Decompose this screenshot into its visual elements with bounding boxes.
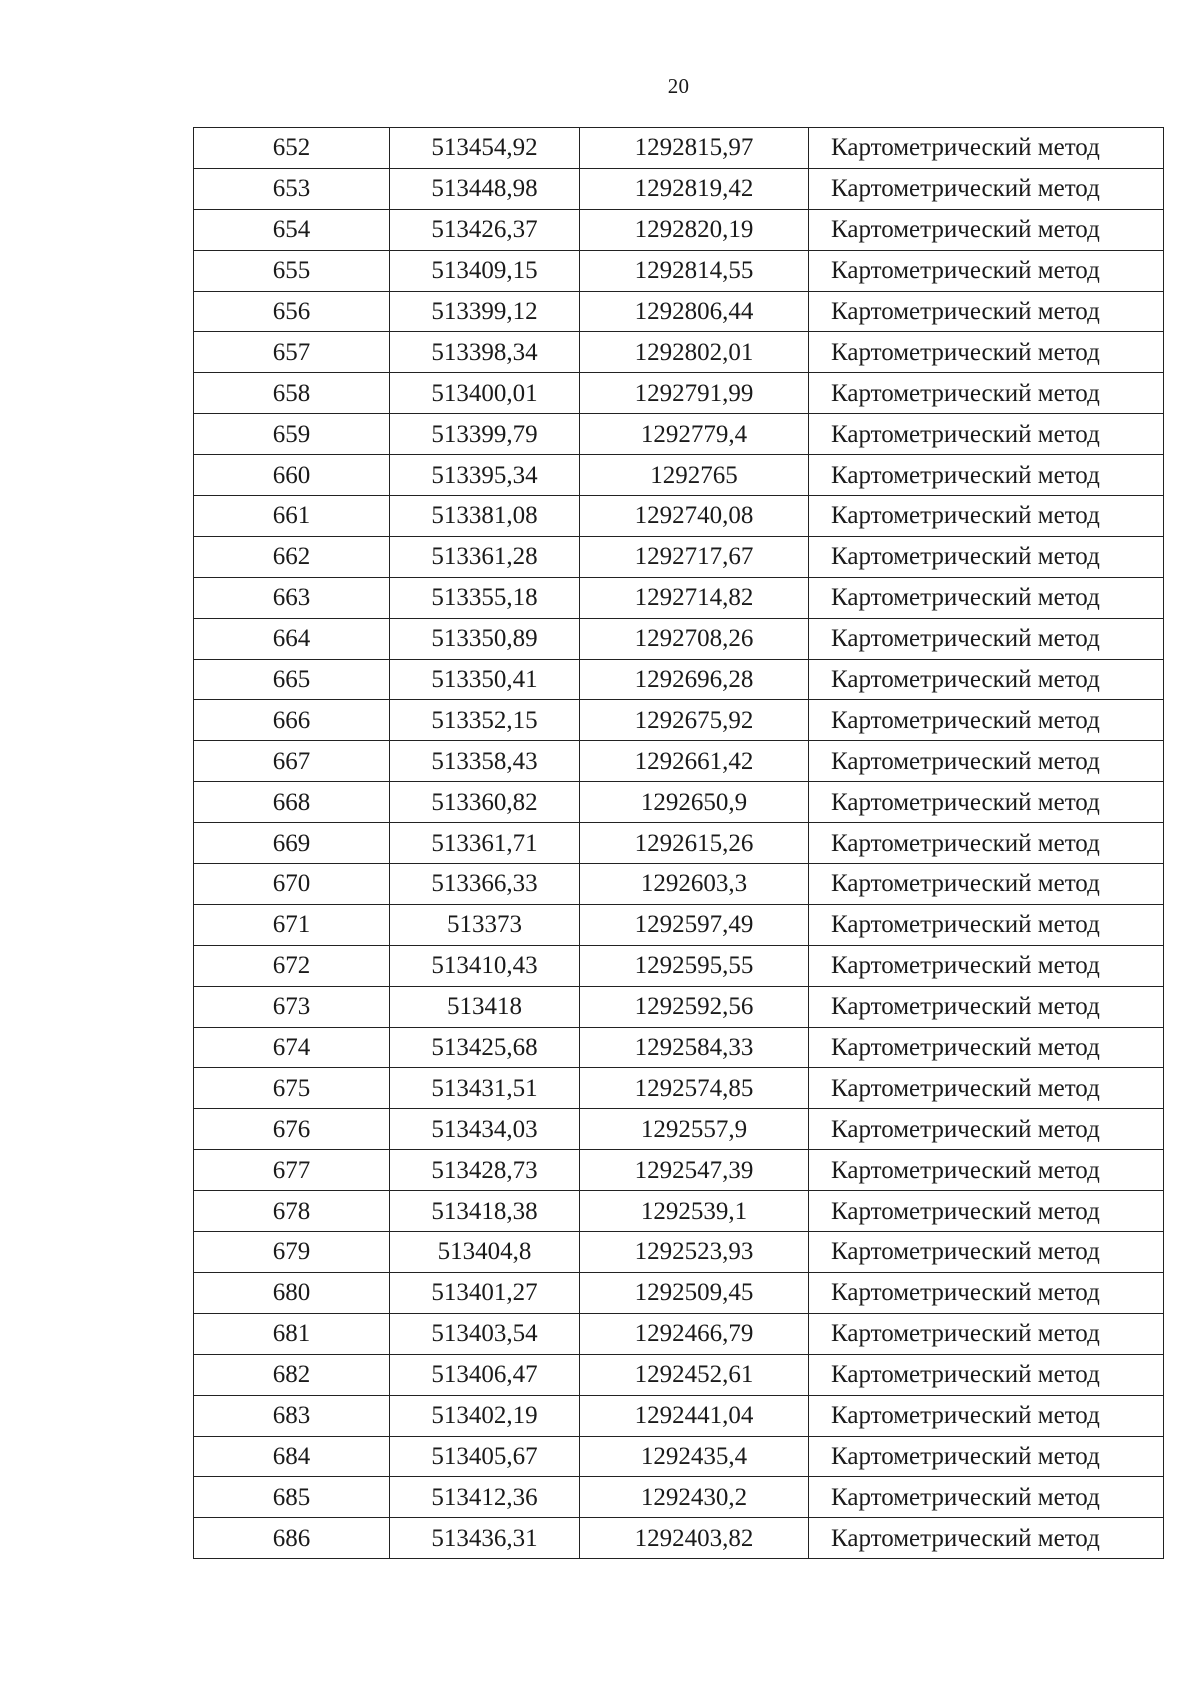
table-row	[194, 741, 1164, 782]
point-number-cell: 668	[194, 782, 390, 823]
coordinates-table-body	[194, 128, 1164, 1559]
point-number-cell: 680	[194, 1272, 390, 1313]
table-row	[194, 659, 1164, 700]
x-coordinate-cell: 513436,31	[390, 1518, 580, 1559]
y-coordinate-cell: 1292802,01	[580, 332, 809, 373]
method-cell: Картометрический метод	[809, 1313, 1164, 1354]
table-row	[194, 945, 1164, 986]
y-coordinate-cell: 1292819,42	[580, 168, 809, 209]
point-number-cell: 683	[194, 1395, 390, 1436]
x-coordinate-cell: 513352,15	[390, 700, 580, 741]
y-coordinate-cell: 1292765	[580, 455, 809, 496]
point-number-cell: 682	[194, 1354, 390, 1395]
x-coordinate-cell: 513402,19	[390, 1395, 580, 1436]
method-cell: Картометрический метод	[809, 618, 1164, 659]
x-coordinate-cell: 513400,01	[390, 373, 580, 414]
y-coordinate-cell: 1292466,79	[580, 1313, 809, 1354]
point-number-cell: 671	[194, 904, 390, 945]
method-cell: Картометрический метод	[809, 1109, 1164, 1150]
y-coordinate-cell: 1292574,85	[580, 1068, 809, 1109]
y-coordinate-cell: 1292708,26	[580, 618, 809, 659]
table-row	[194, 536, 1164, 577]
x-coordinate-cell: 513395,34	[390, 455, 580, 496]
point-number-cell: 675	[194, 1068, 390, 1109]
table-row	[194, 986, 1164, 1027]
point-number-cell: 653	[194, 168, 390, 209]
table-row	[194, 904, 1164, 945]
method-cell: Картометрический метод	[809, 414, 1164, 455]
table-row	[194, 823, 1164, 864]
table-row	[194, 128, 1164, 169]
y-coordinate-cell: 1292815,97	[580, 128, 809, 169]
page-number: 20	[667, 74, 690, 98]
x-coordinate-cell: 513426,37	[390, 209, 580, 250]
method-cell: Картометрический метод	[809, 1354, 1164, 1395]
method-cell: Картометрический метод	[809, 1395, 1164, 1436]
method-cell: Картометрический метод	[809, 864, 1164, 905]
point-number-cell: 673	[194, 986, 390, 1027]
point-number-cell: 657	[194, 332, 390, 373]
x-coordinate-cell: 513361,28	[390, 536, 580, 577]
point-number-cell: 677	[194, 1150, 390, 1191]
x-coordinate-cell: 513448,98	[390, 168, 580, 209]
point-number-cell: 661	[194, 496, 390, 537]
table-row	[194, 1518, 1164, 1559]
y-coordinate-cell: 1292584,33	[580, 1027, 809, 1068]
table-row	[194, 1027, 1164, 1068]
y-coordinate-cell: 1292740,08	[580, 496, 809, 537]
table-row	[194, 1354, 1164, 1395]
y-coordinate-cell: 1292650,9	[580, 782, 809, 823]
y-coordinate-cell: 1292791,99	[580, 373, 809, 414]
y-coordinate-cell: 1292539,1	[580, 1191, 809, 1232]
method-cell: Картометрический метод	[809, 1191, 1164, 1232]
y-coordinate-cell: 1292615,26	[580, 823, 809, 864]
table-row	[194, 455, 1164, 496]
table-row	[194, 1477, 1164, 1518]
method-cell: Картометрический метод	[809, 250, 1164, 291]
table-row	[194, 291, 1164, 332]
y-coordinate-cell: 1292820,19	[580, 209, 809, 250]
point-number-cell: 679	[194, 1232, 390, 1273]
y-coordinate-cell: 1292597,49	[580, 904, 809, 945]
point-number-cell: 685	[194, 1477, 390, 1518]
table-row	[194, 782, 1164, 823]
table-row	[194, 700, 1164, 741]
x-coordinate-cell: 513425,68	[390, 1027, 580, 1068]
x-coordinate-cell: 513350,89	[390, 618, 580, 659]
method-cell: Картометрический метод	[809, 823, 1164, 864]
x-coordinate-cell: 513373	[390, 904, 580, 945]
x-coordinate-cell: 513358,43	[390, 741, 580, 782]
x-coordinate-cell: 513431,51	[390, 1068, 580, 1109]
y-coordinate-cell: 1292523,93	[580, 1232, 809, 1273]
y-coordinate-cell: 1292696,28	[580, 659, 809, 700]
method-cell: Картометрический метод	[809, 986, 1164, 1027]
y-coordinate-cell: 1292603,3	[580, 864, 809, 905]
x-coordinate-cell: 513428,73	[390, 1150, 580, 1191]
table-row	[194, 1150, 1164, 1191]
method-cell: Картометрический метод	[809, 455, 1164, 496]
point-number-cell: 665	[194, 659, 390, 700]
point-number-cell: 655	[194, 250, 390, 291]
y-coordinate-cell: 1292717,67	[580, 536, 809, 577]
point-number-cell: 652	[194, 128, 390, 169]
y-coordinate-cell: 1292435,4	[580, 1436, 809, 1477]
table-row	[194, 373, 1164, 414]
point-number-cell: 660	[194, 455, 390, 496]
x-coordinate-cell: 513398,34	[390, 332, 580, 373]
x-coordinate-cell: 513434,03	[390, 1109, 580, 1150]
table-row	[194, 250, 1164, 291]
method-cell: Картометрический метод	[809, 209, 1164, 250]
x-coordinate-cell: 513401,27	[390, 1272, 580, 1313]
table-row	[194, 1109, 1164, 1150]
x-coordinate-cell: 513410,43	[390, 945, 580, 986]
point-number-cell: 666	[194, 700, 390, 741]
x-coordinate-cell: 513399,79	[390, 414, 580, 455]
y-coordinate-cell: 1292592,56	[580, 986, 809, 1027]
method-cell: Картометрический метод	[809, 332, 1164, 373]
method-cell: Картометрический метод	[809, 945, 1164, 986]
point-number-cell: 662	[194, 536, 390, 577]
y-coordinate-cell: 1292403,82	[580, 1518, 809, 1559]
point-number-cell: 659	[194, 414, 390, 455]
y-coordinate-cell: 1292557,9	[580, 1109, 809, 1150]
table-row	[194, 1395, 1164, 1436]
method-cell: Картометрический метод	[809, 904, 1164, 945]
y-coordinate-cell: 1292814,55	[580, 250, 809, 291]
y-coordinate-cell: 1292675,92	[580, 700, 809, 741]
y-coordinate-cell: 1292661,42	[580, 741, 809, 782]
point-number-cell: 686	[194, 1518, 390, 1559]
point-number-cell: 669	[194, 823, 390, 864]
table-row	[194, 618, 1164, 659]
x-coordinate-cell: 513454,92	[390, 128, 580, 169]
x-coordinate-cell: 513409,15	[390, 250, 580, 291]
point-number-cell: 681	[194, 1313, 390, 1354]
table-row	[194, 332, 1164, 373]
x-coordinate-cell: 513350,41	[390, 659, 580, 700]
x-coordinate-cell: 513418,38	[390, 1191, 580, 1232]
y-coordinate-cell: 1292547,39	[580, 1150, 809, 1191]
y-coordinate-cell: 1292779,4	[580, 414, 809, 455]
y-coordinate-cell: 1292806,44	[580, 291, 809, 332]
point-number-cell: 684	[194, 1436, 390, 1477]
table-row	[194, 864, 1164, 905]
method-cell: Картометрический метод	[809, 577, 1164, 618]
y-coordinate-cell: 1292714,82	[580, 577, 809, 618]
x-coordinate-cell: 513355,18	[390, 577, 580, 618]
x-coordinate-cell: 513418	[390, 986, 580, 1027]
table-row	[194, 577, 1164, 618]
method-cell: Картометрический метод	[809, 1518, 1164, 1559]
y-coordinate-cell: 1292452,61	[580, 1354, 809, 1395]
method-cell: Картометрический метод	[809, 1068, 1164, 1109]
point-number-cell: 664	[194, 618, 390, 659]
method-cell: Картометрический метод	[809, 1272, 1164, 1313]
method-cell: Картометрический метод	[809, 782, 1164, 823]
x-coordinate-cell: 513406,47	[390, 1354, 580, 1395]
method-cell: Картометрический метод	[809, 291, 1164, 332]
method-cell: Картометрический метод	[809, 128, 1164, 169]
y-coordinate-cell: 1292430,2	[580, 1477, 809, 1518]
x-coordinate-cell: 513404,8	[390, 1232, 580, 1273]
table-row	[194, 1272, 1164, 1313]
point-number-cell: 678	[194, 1191, 390, 1232]
method-cell: Картометрический метод	[809, 1477, 1164, 1518]
table-row	[194, 414, 1164, 455]
method-cell: Картометрический метод	[809, 496, 1164, 537]
table-row	[194, 209, 1164, 250]
coordinates-table	[193, 127, 1164, 1559]
method-cell: Картометрический метод	[809, 168, 1164, 209]
table-row	[194, 1232, 1164, 1273]
x-coordinate-cell: 513403,54	[390, 1313, 580, 1354]
point-number-cell: 656	[194, 291, 390, 332]
x-coordinate-cell: 513360,82	[390, 782, 580, 823]
table-row	[194, 168, 1164, 209]
table-row	[194, 1068, 1164, 1109]
point-number-cell: 674	[194, 1027, 390, 1068]
point-number-cell: 658	[194, 373, 390, 414]
method-cell: Картометрический метод	[809, 741, 1164, 782]
method-cell: Картометрический метод	[809, 659, 1164, 700]
method-cell: Картометрический метод	[809, 1232, 1164, 1273]
point-number-cell: 672	[194, 945, 390, 986]
x-coordinate-cell: 513412,36	[390, 1477, 580, 1518]
method-cell: Картометрический метод	[809, 1436, 1164, 1477]
x-coordinate-cell: 513381,08	[390, 496, 580, 537]
table-row	[194, 496, 1164, 537]
table-row	[194, 1436, 1164, 1477]
method-cell: Картометрический метод	[809, 1027, 1164, 1068]
y-coordinate-cell: 1292441,04	[580, 1395, 809, 1436]
x-coordinate-cell: 513366,33	[390, 864, 580, 905]
table-row	[194, 1191, 1164, 1232]
x-coordinate-cell: 513405,67	[390, 1436, 580, 1477]
point-number-cell: 667	[194, 741, 390, 782]
y-coordinate-cell: 1292595,55	[580, 945, 809, 986]
point-number-cell: 676	[194, 1109, 390, 1150]
point-number-cell: 663	[194, 577, 390, 618]
table-row	[194, 1313, 1164, 1354]
method-cell: Картометрический метод	[809, 700, 1164, 741]
method-cell: Картометрический метод	[809, 373, 1164, 414]
x-coordinate-cell: 513361,71	[390, 823, 580, 864]
point-number-cell: 654	[194, 209, 390, 250]
method-cell: Картометрический метод	[809, 536, 1164, 577]
coordinates-table-container	[193, 127, 1163, 1559]
x-coordinate-cell: 513399,12	[390, 291, 580, 332]
y-coordinate-cell: 1292509,45	[580, 1272, 809, 1313]
method-cell: Картометрический метод	[809, 1150, 1164, 1191]
point-number-cell: 670	[194, 864, 390, 905]
